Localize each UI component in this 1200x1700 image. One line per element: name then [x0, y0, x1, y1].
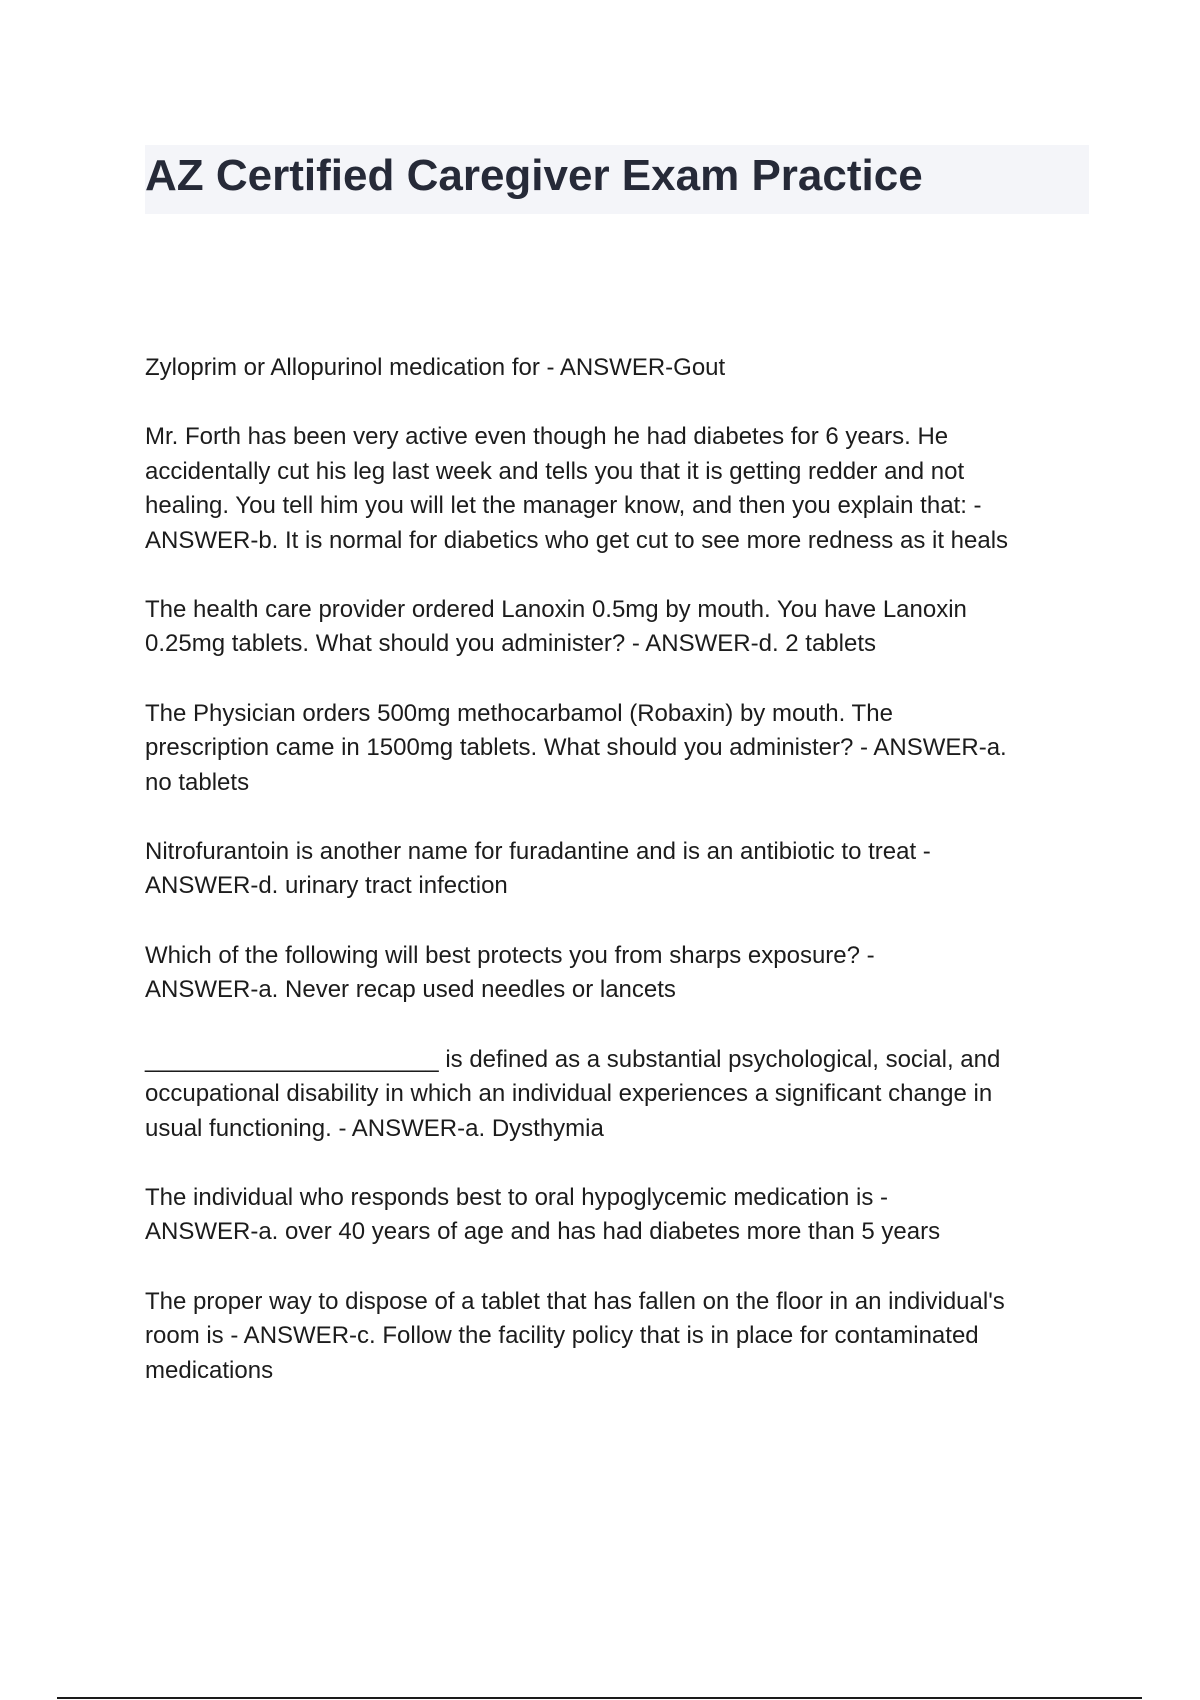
qa-item: The proper way to dispose of a tablet that has fallen on the floor in an individual's room is - ANSWER-c. Follow the facility policy that is in place for contaminated medications [145, 1287, 1005, 1384]
qa-item: The health care provider ordered Lanoxin 0.5mg by mouth. You have Lanoxin 0.25mg tablets. What should you administer? - ANSWER-d. 2 tablets [145, 596, 967, 658]
qa-item: Which of the following will best protects you from sharps exposure? - ANSWER-a. Never recap used needles or lancets [145, 941, 875, 1004]
qa-item: ______________________ is defined as a substantial psychological, social, and occupational disability in which an individual experiences a significant change in usual functioning. - ANSWER-a. Dysthymia [145, 1045, 1001, 1142]
qa-item: Mr. Forth has been very active even though he had diabetes for 6 years. He accidentally cut his leg last week and tells you that it is getting redder and not healing. You tell him you will let the manager know, and then you explain that: - ANSWER-b. It is normal for diabetics who get cut to see more redness as it heals [145, 423, 1009, 554]
qa-item: Nitrofurantoin is another name for furadantine and is an antibiotic to treat - ANSWER-d. urinary tract infection [145, 838, 931, 900]
qa-item: The Physician orders 500mg methocarbamol (Robaxin) by mouth. The prescription came in 1500mg tablets. What should you administer? - ANSWER-a. no tablets [145, 699, 1007, 796]
qa-item: Zyloprim or Allopurinol medication for - ANSWER-Gout [145, 354, 726, 381]
footer-divider [57, 1697, 1142, 1699]
qa-item: The individual who responds best to oral hypoglycemic medication is - ANSWER-a. over 40 years of age and has had diabetes more than 5 years [145, 1183, 941, 1246]
qa-list [145, 351, 1095, 1423]
page-title: AZ Certified Caregiver Exam Practice [145, 151, 923, 200]
